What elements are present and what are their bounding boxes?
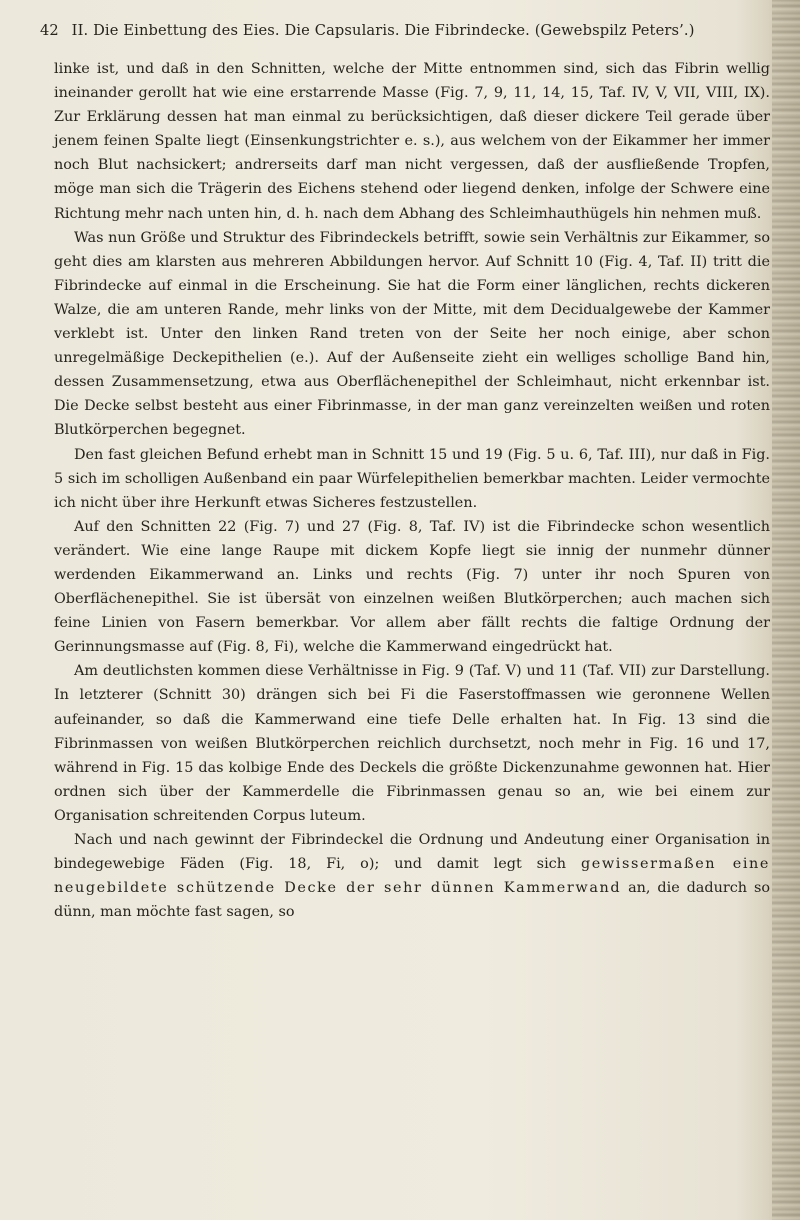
paragraph: linke ist, und daß in den Schnitten, welche der Mitte entnommen sind, sich das Fibrin wellig ineinander gerollt hat wie eine erstarrende Masse (Fig. 7, 9, 11, 14, 15, Taf. IV, V, VII, VIII, IX). Zur Erklärung dessen hat man einmal zu berücksichtigen, daß dieser dickere Teil gerade über jenem feinen Spalte liegt (Einsenkungstrichter e. s.), aus welchem von der Eikammer her immer noch Blut nachsickert; andrerseits darf man nicht vergessen, daß der ausfließende Tropfen, möge man sich die Trägerin des Eichens stehend oder liegend denken, infolge der Schwere eine Richtung mehr nach unten hin, d. h. nach dem Abhang des Schleimhauthügels hin nehmen muß. bbox=[54, 61, 770, 222]
paragraph: Den fast gleichen Befund erhebt man in Schnitt 15 und 19 (Fig. 5 u. 6, Taf. III), nur daß in Fig. 5 sich im scholligen Außenband ein paar Würfelepithelien bemerkbar machten. Leider vermochte ich nicht über ihre Herkunft etwas Sicheres festzustellen. bbox=[54, 446, 770, 511]
text-run: an, die dadurch so dünn, man möchte fast sagen, so bbox=[54, 880, 770, 921]
paragraph bbox=[54, 828, 770, 924]
paragraph: Auf den Schnitten 22 (Fig. 7) und 27 (Fig. 8, Taf. IV) ist die Fibrindecke schon wesentlich verändert. Wie eine lange Raupe mit dickem Kopfe liegt sie innig der nunmehr dünner werdenden Eikammerwand an. Links und rechts (Fig. 7) unter ihr noch Spuren von Oberflächenepithel. Sie ist übersät von einzelnen weißen Blutkörperchen; auch machen sich feine Linien von Fasern bemerkbar. Vor allem aber fällt rechts die faltige Ordnung der Gerinnungsmasse auf (Fig. 8, Fi), welche die Kammerwand eingedrückt hat. bbox=[54, 518, 770, 656]
running-title: II. Die Einbettung des Eies. Die Capsularis. Die Fibrindecke. (Gewebspilz Peters’.) bbox=[71, 22, 695, 39]
running-header bbox=[40, 22, 770, 39]
paragraph: Am deutlichsten kommen diese Verhältnisse in Fig. 9 (Taf. V) und 11 (Taf. VII) zur Darstellung. In letzterer (Schnitt 30) drängen sich bei Fi die Faserstoffmassen wie geronnene Wellen aufeinander, so daß die Kammerwand eine tiefe Delle erhalten hat. In Fig. 13 sind die Fibrinmassen von weißen Blutkörperchen reichlich durchsetzt, noch mehr in Fig. 16 und 17, während in Fig. 15 das kolbige Ende des Deckels die größte Dickenzunahme gewonnen hat. Hier ordnen sich über der Kammerdelle die Fibrinmassen genau so an, wie bei einem zur Organisation schreitenden Corpus luteum. bbox=[54, 663, 770, 824]
page-edge-shadow bbox=[772, 0, 800, 1220]
paragraph: Was nun Größe und Struktur des Fibrindeckels betrifft, sowie sein Verhältnis zur Eikammer, so geht dies am klarsten aus mehreren Abbildungen hervor. Auf Schnitt 10 (Fig. 4, Taf. II) tritt die Fibrindecke auf einmal in die Erscheinung. Sie hat die Form einer länglichen, rechts dickeren Walze, die am unteren Rande, mehr links von der Mitte, mit dem Decidualgewebe der Kammer verklebt ist. Unter den linken Rand treten von der Seite her noch einige, aber schon unregelmäßige Deckepithelien (e.). Auf der Außenseite zieht ein welliges schollige Band hin, dessen Zusammensetzung, etwa aus Oberflächenepithel der Schleimhaut, nicht erkennbar ist. Die Decke selbst besteht aus einer Fibrinmasse, in der man ganz vereinzelten weißen und roten Blutkörperchen begegnet. bbox=[54, 229, 770, 439]
text-run: Nach und nach gewinnt der Fibrindeckel die Ordnung und Andeutung einer Organisation in bindegewebige Fäden (Fig. 18, Fi, o); und damit legt sich bbox=[54, 832, 770, 873]
body-text bbox=[54, 57, 770, 924]
page-number: 42 bbox=[40, 22, 59, 39]
emphasized-text: gewissermaßen eine neugebildete schützende Decke der sehr dünnen Kammerwand bbox=[54, 856, 771, 897]
